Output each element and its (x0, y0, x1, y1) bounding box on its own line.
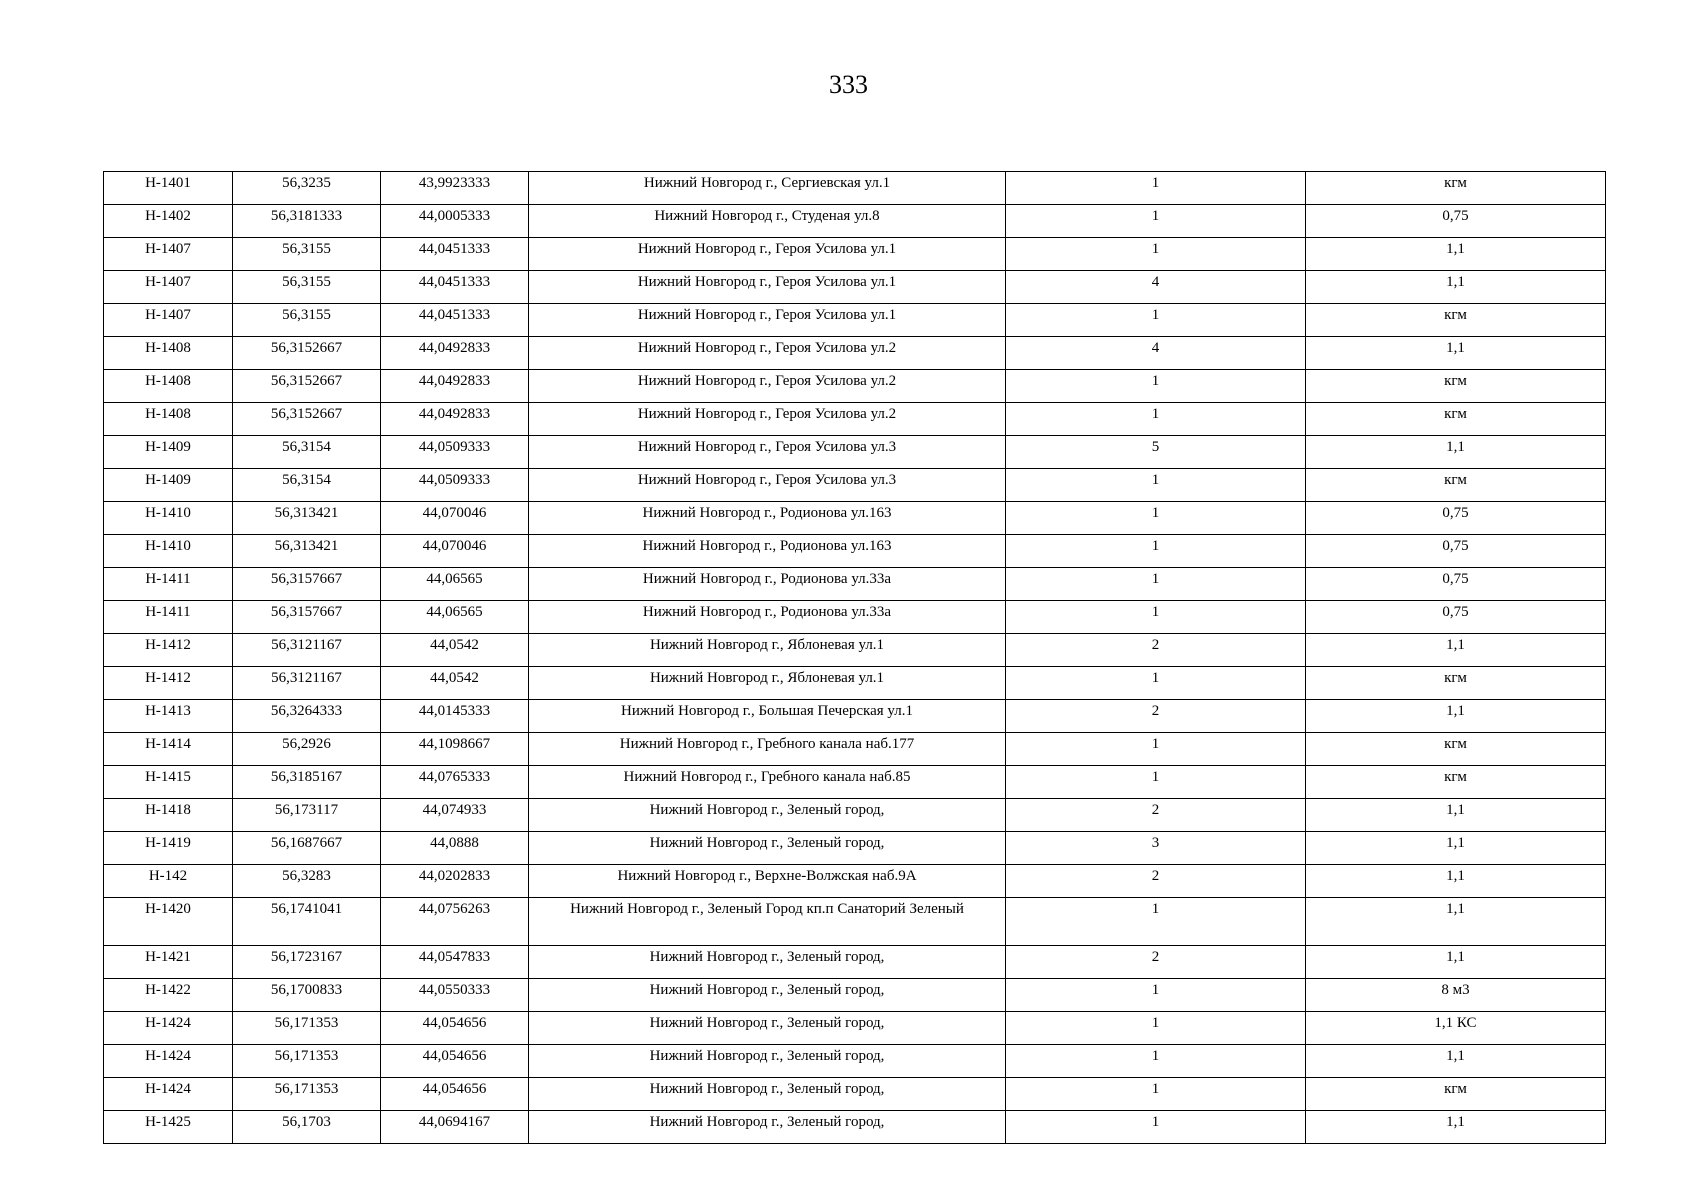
address-cell: Нижний Новгород г., Зеленый город, (529, 1012, 1006, 1045)
latitude-cell: 56,3283 (233, 865, 381, 898)
latitude-cell: 56,3235 (233, 172, 381, 205)
latitude-cell: 56,313421 (233, 535, 381, 568)
container-count-cell: 1 (1006, 667, 1306, 700)
container-volume-cell: кгм (1306, 172, 1606, 205)
latitude-cell: 56,171353 (233, 1045, 381, 1078)
site-id-cell: Н-1409 (104, 436, 233, 469)
address-cell: Нижний Новгород г., Героя Усилова ул.2 (529, 337, 1006, 370)
site-id-cell: Н-1412 (104, 634, 233, 667)
address-cell: Нижний Новгород г., Родионова ул.33а (529, 568, 1006, 601)
site-id-cell: Н-1412 (104, 667, 233, 700)
container-count-cell: 4 (1006, 271, 1306, 304)
container-volume-cell: кгм (1306, 766, 1606, 799)
table-row (104, 403, 1606, 436)
container-count-cell: 2 (1006, 700, 1306, 733)
longitude-cell: 44,0492833 (381, 370, 529, 403)
table-row (104, 1045, 1606, 1078)
longitude-cell: 44,070046 (381, 535, 529, 568)
longitude-cell: 44,074933 (381, 799, 529, 832)
container-count-cell: 1 (1006, 898, 1306, 946)
container-count-cell: 2 (1006, 634, 1306, 667)
longitude-cell: 44,0202833 (381, 865, 529, 898)
table-row (104, 832, 1606, 865)
table-row (104, 766, 1606, 799)
container-volume-cell: 1,1 (1306, 271, 1606, 304)
table-row (104, 1078, 1606, 1111)
container-volume-cell: кгм (1306, 1078, 1606, 1111)
longitude-cell: 44,0005333 (381, 205, 529, 238)
table-row (104, 1111, 1606, 1144)
container-volume-cell: 1,1 (1306, 898, 1606, 946)
table-row (104, 337, 1606, 370)
address-cell: Нижний Новгород г., Зеленый город, (529, 1078, 1006, 1111)
address-cell: Нижний Новгород г., Гребного канала наб.177 (529, 733, 1006, 766)
address-cell: Нижний Новгород г., Зеленый город, (529, 799, 1006, 832)
container-count-cell: 1 (1006, 766, 1306, 799)
table-row (104, 304, 1606, 337)
longitude-cell: 43,9923333 (381, 172, 529, 205)
address-cell: Нижний Новгород г., Зеленый город, (529, 1111, 1006, 1144)
address-cell: Нижний Новгород г., Зеленый город, (529, 832, 1006, 865)
address-cell: Нижний Новгород г., Родионова ул.33а (529, 601, 1006, 634)
site-id-cell: Н-1408 (104, 370, 233, 403)
address-cell: Нижний Новгород г., Родионова ул.163 (529, 535, 1006, 568)
container-count-cell: 1 (1006, 1012, 1306, 1045)
longitude-cell: 44,0492833 (381, 337, 529, 370)
site-id-cell: Н-1424 (104, 1078, 233, 1111)
latitude-cell: 56,3185167 (233, 766, 381, 799)
container-volume-cell: 1,1 (1306, 238, 1606, 271)
container-volume-cell: 1,1 (1306, 865, 1606, 898)
site-id-cell: Н-1409 (104, 469, 233, 502)
site-id-cell: Н-1410 (104, 535, 233, 568)
latitude-cell: 56,3155 (233, 271, 381, 304)
address-cell: Нижний Новгород г., Героя Усилова ул.1 (529, 304, 1006, 337)
address-cell: Нижний Новгород г., Сергиевская ул.1 (529, 172, 1006, 205)
latitude-cell: 56,3152667 (233, 403, 381, 436)
container-volume-cell: 1,1 КС (1306, 1012, 1606, 1045)
table-row (104, 634, 1606, 667)
container-count-cell: 1 (1006, 733, 1306, 766)
latitude-cell: 56,3152667 (233, 370, 381, 403)
container-count-cell: 1 (1006, 568, 1306, 601)
address-cell: Нижний Новгород г., Героя Усилова ул.1 (529, 238, 1006, 271)
container-volume-cell: 0,75 (1306, 568, 1606, 601)
container-volume-cell: 0,75 (1306, 205, 1606, 238)
container-count-cell: 1 (1006, 1111, 1306, 1144)
table-row (104, 865, 1606, 898)
container-count-cell: 2 (1006, 799, 1306, 832)
site-id-cell: Н-1410 (104, 502, 233, 535)
site-id-cell: Н-1421 (104, 946, 233, 979)
latitude-cell: 56,3157667 (233, 568, 381, 601)
longitude-cell: 44,06565 (381, 601, 529, 634)
address-cell: Нижний Новгород г., Героя Усилова ул.2 (529, 370, 1006, 403)
site-id-cell: Н-1424 (104, 1012, 233, 1045)
container-volume-cell: кгм (1306, 403, 1606, 436)
site-id-cell: Н-1420 (104, 898, 233, 946)
container-volume-cell: кгм (1306, 469, 1606, 502)
address-cell: Нижний Новгород г., Яблоневая ул.1 (529, 667, 1006, 700)
latitude-cell: 56,1741041 (233, 898, 381, 946)
longitude-cell: 44,0509333 (381, 469, 529, 502)
longitude-cell: 44,054656 (381, 1045, 529, 1078)
longitude-cell: 44,0492833 (381, 403, 529, 436)
table-row (104, 436, 1606, 469)
address-cell: Нижний Новгород г., Зеленый город, (529, 1045, 1006, 1078)
container-volume-cell: кгм (1306, 667, 1606, 700)
table-row (104, 667, 1606, 700)
table-row (104, 502, 1606, 535)
container-count-cell: 1 (1006, 304, 1306, 337)
container-volume-cell: 1,1 (1306, 832, 1606, 865)
table-row (104, 946, 1606, 979)
container-volume-cell: 1,1 (1306, 1111, 1606, 1144)
longitude-cell: 44,06565 (381, 568, 529, 601)
container-count-cell: 1 (1006, 535, 1306, 568)
longitude-cell: 44,070046 (381, 502, 529, 535)
container-count-cell: 5 (1006, 436, 1306, 469)
table-row (104, 898, 1606, 946)
longitude-cell: 44,1098667 (381, 733, 529, 766)
longitude-cell: 44,0756263 (381, 898, 529, 946)
longitude-cell: 44,0509333 (381, 436, 529, 469)
registry-table (103, 171, 1606, 1144)
site-id-cell: Н-1411 (104, 601, 233, 634)
table-row (104, 238, 1606, 271)
address-cell: Нижний Новгород г., Героя Усилова ул.2 (529, 403, 1006, 436)
address-cell: Нижний Новгород г., Зеленый город, (529, 946, 1006, 979)
container-volume-cell: 1,1 (1306, 1045, 1606, 1078)
table-row (104, 469, 1606, 502)
container-count-cell: 1 (1006, 1078, 1306, 1111)
latitude-cell: 56,1700833 (233, 979, 381, 1012)
site-id-cell: Н-1414 (104, 733, 233, 766)
longitude-cell: 44,0542 (381, 667, 529, 700)
container-count-cell: 2 (1006, 946, 1306, 979)
table-row (104, 799, 1606, 832)
address-cell: Нижний Новгород г., Героя Усилова ул.3 (529, 436, 1006, 469)
site-id-cell: Н-1425 (104, 1111, 233, 1144)
container-count-cell: 1 (1006, 1045, 1306, 1078)
table-row (104, 271, 1606, 304)
table-row (104, 568, 1606, 601)
site-id-cell: Н-1408 (104, 403, 233, 436)
longitude-cell: 44,0451333 (381, 271, 529, 304)
container-volume-cell: 1,1 (1306, 436, 1606, 469)
site-id-cell: Н-1407 (104, 271, 233, 304)
address-cell: Нижний Новгород г., Родионова ул.163 (529, 502, 1006, 535)
site-id-cell: Н-1422 (104, 979, 233, 1012)
table-row (104, 733, 1606, 766)
longitude-cell: 44,0451333 (381, 304, 529, 337)
longitude-cell: 44,0550333 (381, 979, 529, 1012)
longitude-cell: 44,0547833 (381, 946, 529, 979)
table-row (104, 205, 1606, 238)
address-cell: Нижний Новгород г., Героя Усилова ул.3 (529, 469, 1006, 502)
address-cell: Нижний Новгород г., Гребного канала наб.85 (529, 766, 1006, 799)
page-number: 333 (829, 70, 868, 99)
site-id-cell: Н-142 (104, 865, 233, 898)
latitude-cell: 56,3154 (233, 469, 381, 502)
container-volume-cell: 0,75 (1306, 535, 1606, 568)
site-id-cell: Н-1424 (104, 1045, 233, 1078)
container-volume-cell: 8 м3 (1306, 979, 1606, 1012)
container-volume-cell: 1,1 (1306, 634, 1606, 667)
table-row (104, 172, 1606, 205)
container-volume-cell: кгм (1306, 370, 1606, 403)
latitude-cell: 56,1703 (233, 1111, 381, 1144)
latitude-cell: 56,1687667 (233, 832, 381, 865)
container-volume-cell: 1,1 (1306, 700, 1606, 733)
container-volume-cell: 1,1 (1306, 337, 1606, 370)
latitude-cell: 56,3264333 (233, 700, 381, 733)
longitude-cell: 44,0694167 (381, 1111, 529, 1144)
longitude-cell: 44,054656 (381, 1078, 529, 1111)
table-row (104, 601, 1606, 634)
latitude-cell: 56,1723167 (233, 946, 381, 979)
site-id-cell: Н-1401 (104, 172, 233, 205)
site-id-cell: Н-1407 (104, 304, 233, 337)
latitude-cell: 56,3121167 (233, 667, 381, 700)
container-count-cell: 1 (1006, 502, 1306, 535)
container-count-cell: 1 (1006, 601, 1306, 634)
container-volume-cell: 0,75 (1306, 601, 1606, 634)
latitude-cell: 56,3181333 (233, 205, 381, 238)
site-id-cell: Н-1418 (104, 799, 233, 832)
site-id-cell: Н-1413 (104, 700, 233, 733)
site-id-cell: Н-1419 (104, 832, 233, 865)
container-count-cell: 2 (1006, 865, 1306, 898)
latitude-cell: 56,3152667 (233, 337, 381, 370)
container-volume-cell: 0,75 (1306, 502, 1606, 535)
latitude-cell: 56,171353 (233, 1012, 381, 1045)
container-volume-cell: кгм (1306, 304, 1606, 337)
container-volume-cell: 1,1 (1306, 799, 1606, 832)
container-count-cell: 1 (1006, 172, 1306, 205)
latitude-cell: 56,3155 (233, 238, 381, 271)
longitude-cell: 44,0765333 (381, 766, 529, 799)
container-count-cell: 1 (1006, 370, 1306, 403)
table-row (104, 535, 1606, 568)
site-id-cell: Н-1411 (104, 568, 233, 601)
site-id-cell: Н-1407 (104, 238, 233, 271)
latitude-cell: 56,3154 (233, 436, 381, 469)
table-row (104, 1012, 1606, 1045)
container-count-cell: 1 (1006, 205, 1306, 238)
container-volume-cell: 1,1 (1306, 946, 1606, 979)
container-count-cell: 1 (1006, 403, 1306, 436)
site-id-cell: Н-1402 (104, 205, 233, 238)
address-cell: Нижний Новгород г., Героя Усилова ул.1 (529, 271, 1006, 304)
latitude-cell: 56,2926 (233, 733, 381, 766)
address-cell: Нижний Новгород г., Зеленый Город кп.п Санаторий Зеленый (529, 898, 1006, 946)
table-row (104, 700, 1606, 733)
registry-table-body (104, 172, 1606, 1144)
latitude-cell: 56,3155 (233, 304, 381, 337)
table-row (104, 370, 1606, 403)
address-cell: Нижний Новгород г., Зеленый город, (529, 979, 1006, 1012)
latitude-cell: 56,313421 (233, 502, 381, 535)
latitude-cell: 56,171353 (233, 1078, 381, 1111)
address-cell: Нижний Новгород г., Яблоневая ул.1 (529, 634, 1006, 667)
container-count-cell: 1 (1006, 238, 1306, 271)
site-id-cell: Н-1408 (104, 337, 233, 370)
container-count-cell: 1 (1006, 979, 1306, 1012)
longitude-cell: 44,0888 (381, 832, 529, 865)
latitude-cell: 56,3121167 (233, 634, 381, 667)
container-count-cell: 4 (1006, 337, 1306, 370)
longitude-cell: 44,054656 (381, 1012, 529, 1045)
container-count-cell: 3 (1006, 832, 1306, 865)
latitude-cell: 56,3157667 (233, 601, 381, 634)
table-row (104, 979, 1606, 1012)
container-volume-cell: кгм (1306, 733, 1606, 766)
container-count-cell: 1 (1006, 469, 1306, 502)
longitude-cell: 44,0542 (381, 634, 529, 667)
longitude-cell: 44,0451333 (381, 238, 529, 271)
address-cell: Нижний Новгород г., Студеная ул.8 (529, 205, 1006, 238)
address-cell: Нижний Новгород г., Верхне-Волжская наб.9А (529, 865, 1006, 898)
longitude-cell: 44,0145333 (381, 700, 529, 733)
site-id-cell: Н-1415 (104, 766, 233, 799)
address-cell: Нижний Новгород г., Большая Печерская ул.1 (529, 700, 1006, 733)
latitude-cell: 56,173117 (233, 799, 381, 832)
